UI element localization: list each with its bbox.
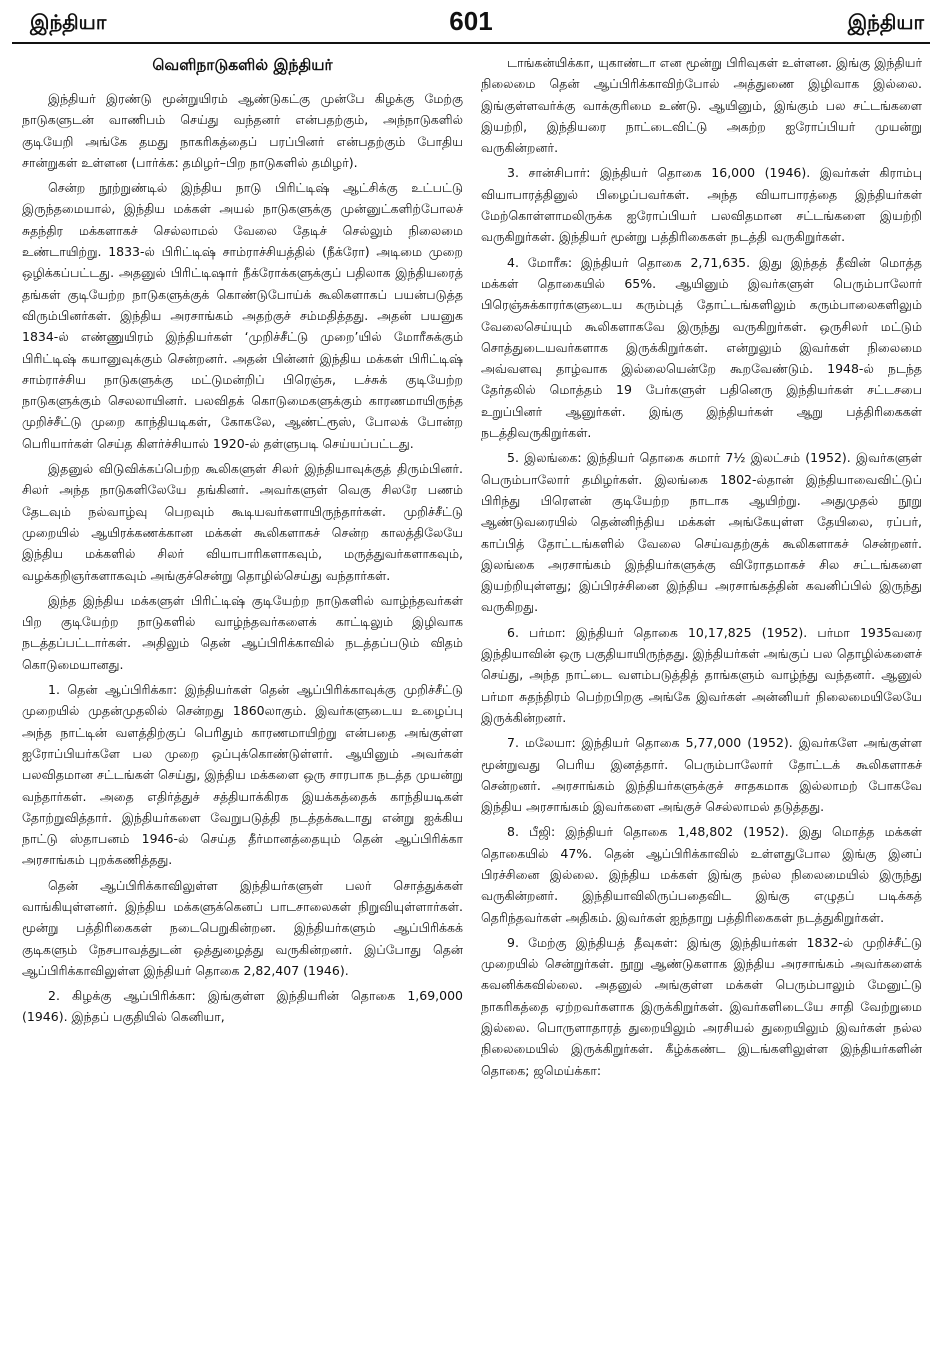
running-title-right: இந்தியா [847,10,924,34]
paragraph: 4. மோரீசு: இந்தியர் தொகை 2,71,635. இது இந்தத் தீவின் மொத்த மக்கள் தொகையில் 65%. ஆயினும் இவர்களுள் பெரும்பாலோர் பிரெஞ்சுக்காரர்களுடைய கரும்புத் தோட்டங்களிலும் கரும்பாலைகளிலும் வேலைசெய்யும் கூலிகளாகவே இருந்து வருகிறுர்கள். ஒருசிலர் மட்டும் சொத்துடையவர்களாக இருக்கிறுர்கள். என்றுலும் இவர்கள் நிலைமை அவ்வளவு தாழ்வாக இல்லையென்றே கூறவேண்டும். 1948-ல் நடந்த தேர்தலில் மொத்தம் 19 பேர்களுள் பதினெரு இந்தியர்கள் சட்டசபை உறுப்பினர் ஆனுர்கள். இங்கு இந்தியர்கள் ஆறு பத்திரிகைகள் நடத்திவருகிறுர்கள். [481,254,922,441]
paragraph: இந்தியர் இரண்டு மூன்றுயிரம் ஆண்டுகட்கு முன்பே கிழக்கு மேற்கு நாடுகளுடன் வாணிபம் செய்து வந்தனர் என்பதற்கும், அந்நாடுகளில் குடியேறி அங்கே தமது நாகரிகத்தைப் பரப்பினர் என்பதற்கும் போதிய சான்றுகள் உள்ளன (பார்க்க: தமிழர்–பிற நாடுகளில் தமிழர்). [22,91,463,170]
header-rule [12,42,930,44]
paragraph: 6. பர்மா: இந்தியர் தொகை 10,17,825 (1952). பர்மா 1935வரை இந்தியாவின் ஒரு பகுதியாயிருந்தது. இந்தியர்கள் அங்குப் பல தொழில்களைச் செய்து, அந்த நாட்டை வளம்படுத்தித் தாங்களும் வாழ்ந்து வந்தனர். ஆனுல் பர்மா சுதந்திரம் பெற்றபிறகு அங்கே இவர்கள் அன்னியர் நிலைமையிலேயே இருக்கின்றனர். [481,624,922,725]
paragraph: 1. தென் ஆப்பிரிக்கா: இந்தியர்கள் தென் ஆப்பிரிக்காவுக்கு முறிச்சீட்டு முறையில் முதன்முதலில் சென்றது 1860லாகும். இவர்களுடைய உழைப்பு அந்த நாட்டின் வளத்திற்குப் பெரிதும் காரணமாயிற்று என்பதை அங்குள்ள ஐரோப்பியர்களே பல முறை ஒப்புக்கொண்டுள்ளர். ஆயினும் அவர்கள் பலவிதமான சட்டங்கள் செய்து, இந்திய மக்களை ஒரு சாரபாக நடத்த முயன்று வந்தார்கள். அதை எதிர்த்துச் சத்தியாக்கிரக இயக்கத்தைக் காந்தியடிகள் தோற்றுவித்தார். இந்தியர்களை வேறுபடுத்தி நடத்தக்கூடாது என்று ஐக்கிய நாட்டு ஸ்தாபனம் 1946-ல் செய்த தீர்மானத்தையும் தென் ஆப்பிரிக்கா அரசாங்கம் புறக்கணித்தது. [22,682,463,868]
running-title-left: இந்தியா [30,10,107,34]
paragraph: இந்த இந்திய மக்களுள் பிரிட்டிஷ் குடியேற்ற நாடுகளில் வாழ்ந்தவர்கள் பிற குடியேற்ற நாடுகளில் வாழ்ந்தவர்களைக் காட்டிலும் இழிவாக நடத்தப்பட்டார்கள். அதிலும் தென் ஆப்பிரிக்காவில் நடத்தப்படும் விதம் கொடுமையானது. [22,592,463,672]
paragraph: 7. மலேயா: இந்தியர் தொகை 5,77,000 (1952). இவர்களே அங்குள்ள மூன்றுவது பெரிய இனத்தார். பெரும்பாலோர் தோட்டக் கூலிகளாகச் சென்றனர். அரசாங்கம் இந்தியர்களுக்குச் சாதகமாக இல்லாமற் போகவே இந்திய அரசாங்கம் இவர்களை அங்குச் செல்லாமல் தடுத்தது. [481,735,922,815]
section-title: வெளிநாடுகளில் இந்தியர் [152,56,333,74]
paragraph: தென் ஆப்பிரிக்காவிலுள்ள இந்தியர்களுள் பலர் சொத்துக்கள் வாங்கியுள்ளனர். இந்திய மக்களுக்கெனப் பாடசாலைகள் நிறுவியுள்ளார்கள். மூன்று பத்திரிகைகள் நடைபெறுகின்றன. இந்தியர்களும் ஆப்பிரிக்கக் குடிகளும் நேசபாவத்துடன் ஒத்துழைத்து வருகின்றனர். இப்போது தென் ஆப்பிரிக்காவிலுள்ள இந்தியர் தொகை 2,82,407 (1946). [22,877,463,978]
paragraph: 9. மேற்கு இந்தியத் தீவுகள்: இங்கு இந்தியர்கள் 1832-ல் முறிச்சீட்டு முறையில் சென்றுர்கள். நூறு ஆண்டுகளாக இந்திய அரசாங்கம் அவர்களைக் கவனிக்கவில்லை. அதனுல் அங்குள்ள மக்கள் பெரும்பாலும் மேனுட்டு நாகரிகத்தை ஏற்றவர்களாக இருக்கிறுர்கள். இவர்களிடையே சாதி வேற்றுமை இல்லை. பொருளாதாரத் துறையிலும் அரசியல் துறையிலும் இவர்கள் நல்ல நிலைமையில் இருக்கிறுர்கள். கீழ்க்கண்ட இடங்களிலுள்ள இந்தியர்களின் தொகை; ஜமெய்க்கா: [481,934,922,1078]
paragraph: டாங்கன்யிக்கா, யுகாண்டா என மூன்று பிரிவுகள் உள்ளன. இங்கு இந்தியர் நிலைமை தென் ஆப்பிரிக்காவிற்போல் அத்துணை இழிவாக இல்லை. இங்குள்ளவர்க்கு வாக்குரிமை உண்டு. ஆயினும், இங்கும் பல சட்டங்களை இயற்றி, இந்தியரை நாட்டைவிட்டு அகற்ற ஐரோப்பியர் முயன்று வருகின்றனர். [481,55,922,156]
paragraph: இதனுல் விடுவிக்கப்பெற்ற கூலிகளுள் சிலர் இந்தியாவுக்குத் திரும்பினர். சிலர் அந்த நாடுகளிலேயே தங்கினர். அவர்களுள் வெகு சிலரே பணம் தேடவும் நல்வாழ்வு பெறவும் கூடியவர்களாயிருந்தார்கள். முறிச்சீட்டு முறையில் ஆயிரக்கணக்கான மக்கள் கூலிகளாகச் சென்ற காலத்திலேயே இந்திய மக்களில் சிலர் வியாபாரிகளாகவும், மருத்துவர்களாகவும், வழக்கறிஞர்களாகவும் அங்குச்சென்று தொழில்செய்து வந்தார்கள். [22,461,463,583]
paragraph: 8. பீஜி: இந்தியர் தொகை 1,48,802 (1952). இது மொத்த மக்கள் தொகையில் 47%. தென் ஆப்பிரிக்காவில் உள்ளதுபோல இங்கு இனப் பிரச்சினை இல்லை. இந்திய மக்கள் இங்கு நல்ல நிலைமையில் இருந்து வருகின்றனர். இந்தியாவிலிருப்பதைவிட இங்கு எழுதப் படிக்கத் தெரிந்தவர்கள் அதிகம். இவர்கள் ஐந்தாறு பத்திரிகைகள் நடத்துகிறுர்கள். [481,824,922,925]
text-columns [22,52,922,1355]
page-number: 601 [449,6,493,36]
paragraph: 5. இலங்கை: இந்தியர் தொகை சுமார் 7½ இலட்சம் (1952). இவர்களுள் பெரும்பாலோர் தமிழர்கள். இலங்கை 1802-ல்தான் இந்தியாவைவிட்டுப் பிரிந்து பிரௌன் குடியேற்ற நாடாக ஆயிற்று. அதுமுதல் நூறு ஆண்டுவரையில் தென்னிந்திய மக்கள் அங்கேயுள்ள தேயிலை, ரப்பர், காப்பித் தோட்டங்களில் வேலை செய்வதற்குக் கூலிகளாகச் சென்றனர். இலங்கை அரசாங்கம் இந்தியர்களுக்கு விரோதமாகச் சில சட்டங்களை இயற்றியுள்ளது; இப்பிரச்சினை இந்திய அரசாங்கத்தின் கவனிப்பில் இருந்து வருகிறது. [481,450,922,615]
left-column [22,52,463,1355]
right-column [481,52,922,1355]
paragraph: 3. சான்சிபார்: இந்தியர் தொகை 16,000 (1946). இவர்கள் கிராம்பு வியாபாரத்தினுல் பிழைப்பவர்கள். அந்த வியாபாரத்தை இந்தியர்கள் மேற்கொள்ளாமலிருக்க ஐரோப்பியர் பலவிதமான சட்டங்களை இயற்றி வருகிறுர்கள். இந்தியர் மூன்று பத்திரிகைகள் நடத்தி வருகிறுர்கள். [481,165,922,245]
paragraph: சென்ற நூற்றுண்டில் இந்திய நாடு பிரிட்டிஷ் ஆட்சிக்கு உட்பட்டு இருந்தமையால், இந்திய மக்கள் அயல் நாடுகளுக்கு முன்னுட்களிற்போலச் சுதந்திர மக்களாகச் செல்லாமல் வேலை தேடிச் செல்லும் நிலைமை உண்டாயிற்று. 1833-ல் பிரிட்டிஷ் சாம்ராச்சியத்தில் (நீக்ரோ) அடிமை முறை ஒழிக்கப்பட்டது. அதனுல் பிரிட்டிஷார் நீக்ரோக்களுக்குப் பதிலாக இந்தியரைத் தங்கள் குடியேற்ற நாடுகளுக்குக் கொண்டுபோய்க் கூலிகளாகப் பயன்படுத்த விரும்பினர்கள். இந்திய அரசாங்கம் அதற்குச் சம்மதித்தது. அதன் பயனுக 1834-ல் எண்ணுயிரம் இந்தியர்கள் ‘முறிச்சீட்டு முறை’யில் மோரீசுக்கும் பிரிட்டிஷ் கயானுவுக்கும் சென்றனர். அதன் பின்னர் இந்திய மக்கள் பிரிட்டிஷ் சாம்ராச்சிய நாடுகளுக்கு மட்டுமன்றிப் பிரெஞ்சு, டச்சுக் குடியேற்ற நாடுகளுக்கும் செலலாயினர். பலவிதக் கொடுமைகளுக்கும் காரணமாயிருந்த முறிச்சீட்டு முறை காந்தியடிகள், கோகலே, ஆண்ட்ரூஸ், போலக் போன்ற பெரியார்கள் செய்த கிளர்ச்சியால் 1920-ல் தள்ளுபடி செய்யப்பட்டது. [22,180,463,451]
page-header [12,6,930,40]
paragraph: 2. கிழக்கு ஆப்பிரிக்கா: இங்குள்ள இந்தியரின் தொகை 1,69,000 (1946). இந்தப் பகுதியில் கெனியா, [22,988,463,1025]
